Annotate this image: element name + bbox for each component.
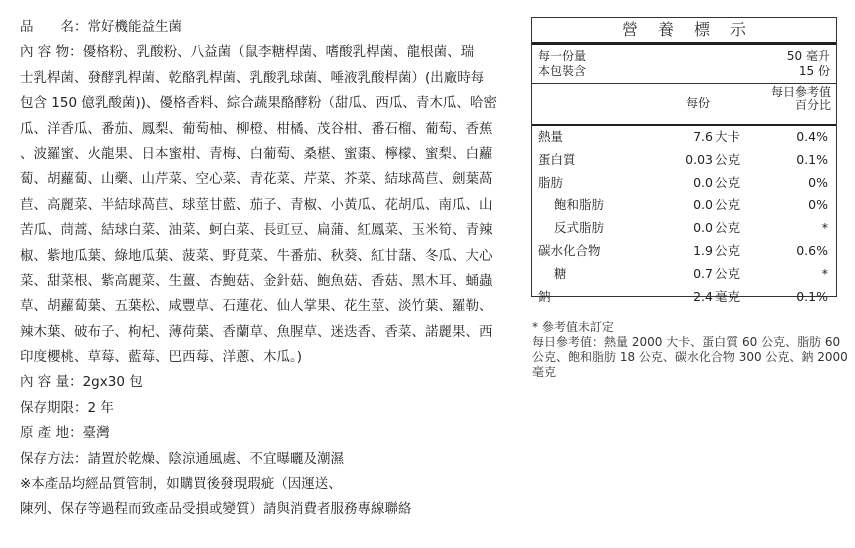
- nutrient-name: 反式脂肪: [554, 220, 605, 236]
- per-serving-header: 每份: [686, 96, 711, 110]
- nutrition-title: 營養標示: [532, 18, 836, 45]
- serving-row: [532, 49, 836, 64]
- nutrient-unit: 公克: [715, 242, 741, 258]
- info-line: 內 容 物：優格粉、乳酸粉、八益菌（鼠李糖桿菌、嗜酸乳桿菌、龍根菌、瑞: [20, 44, 475, 61]
- nutrient-daily-value: 0.6%: [796, 242, 828, 258]
- info-line: 、波羅蜜、火龍果、日本蜜柑、青梅、白葡萄、桑椹、蜜棗、檸檬、蜜梨、白蘿: [20, 145, 493, 162]
- note-daily-reference: 每日參考值：熱量 2000 大卡、蛋白質 60 公克、脂肪 60 公克、飽和脂肪 18 公克、碳水化合物 300 公克、鈉 2000 毫克: [532, 335, 848, 379]
- nutrient-row: [532, 240, 836, 263]
- info-line: 包含 150 億乳酸菌))、優格香料、綜合蔬果酪酵粉（甜瓜、西瓜、青木瓜、哈密: [20, 95, 497, 112]
- info-line: ※本產品均經品質管制，如購買後發現瑕疵（因運送、: [20, 476, 342, 493]
- note-not-established: * 參考值未訂定: [532, 320, 614, 334]
- info-line: 苣、高麗菜、半結球萵苣、球莖甘藍、茄子、青椒、小黃瓜、花胡瓜、南瓜、山: [20, 196, 493, 213]
- nutrient-daily-value: 0.4%: [796, 129, 828, 144]
- nutrient-unit: 公克: [715, 174, 741, 190]
- info-line: 草、胡蘿蔔葉、五葉松、咸豐草、石蓮花、仙人掌果、花生莖、淡竹葉、羅勒、: [20, 298, 493, 315]
- nutrient-row: [532, 217, 836, 240]
- nutrient-unit: 公克: [715, 151, 741, 167]
- nutrient-amount: 7.6: [693, 129, 713, 144]
- info-line: 陳列、保存等過程而致產品受損或變質）請與消費者服務專線聯絡: [20, 501, 412, 518]
- nutrient-amount: 1.9: [693, 242, 713, 258]
- nutrition-notes: [532, 320, 852, 380]
- info-line: 內 容 量：2gx30 包: [20, 374, 143, 391]
- nutrient-amount: 2.4: [693, 288, 713, 304]
- pack-label: 本包裝含: [538, 64, 587, 78]
- info-line: 士乳桿菌、發酵乳桿菌、乾酪乳桿菌、乳酸乳球菌、唾液乳酸桿菌）(出廠時每: [20, 69, 485, 86]
- info-line: 瓜、洋香瓜、番茄、鳳梨、葡萄柚、柳橙、柑橘、茂谷柑、番石榴、葡萄、香蕉: [20, 120, 493, 137]
- nutrient-amount: 0.0: [693, 197, 713, 213]
- nutrient-row: [532, 194, 836, 217]
- pack-value: 15 份: [798, 64, 830, 78]
- nutrient-daily-value: 0.1%: [796, 151, 828, 167]
- nutrient-name: 糖: [554, 265, 567, 281]
- nutrient-row: [532, 286, 836, 309]
- nutrient-row: [532, 172, 836, 195]
- info-line: 原 產 地：臺灣: [20, 425, 110, 442]
- nutrient-name: 碳水化合物: [538, 242, 601, 258]
- product-info: [20, 15, 520, 523]
- nutrient-daily-value: *: [821, 220, 828, 236]
- nutrient-amount: 0.0: [693, 220, 713, 236]
- nutrient-name: 鈉: [538, 288, 551, 304]
- daily-value-header-line1: 每日參考值: [770, 85, 831, 99]
- serving-value: 50 毫升: [786, 49, 830, 63]
- nutrient-daily-value: *: [821, 265, 828, 281]
- info-line: 椒、紫地瓜葉、綠地瓜葉、菠菜、野莧菜、牛番茄、秋葵、紅甘藷、冬瓜、大心: [20, 247, 493, 264]
- nutrient-row: [532, 263, 836, 286]
- nutrient-unit: 公克: [715, 265, 741, 281]
- nutrient-row: [532, 126, 836, 149]
- nutrient-row: [532, 149, 836, 172]
- nutrient-amount: 0.03: [685, 151, 713, 167]
- nutrition-facts-panel: [531, 17, 837, 304]
- nutrient-name: 熱量: [538, 129, 564, 144]
- info-line: 品 名：常好機能益生菌: [20, 19, 182, 35]
- daily-value-header-line2: 百分比: [794, 98, 831, 112]
- nutrient-amount: 0.0: [693, 174, 713, 190]
- nutrient-rows: [532, 126, 836, 308]
- nutrient-daily-value: 0%: [808, 197, 828, 213]
- nutrient-unit: 公克: [715, 197, 741, 213]
- nutrient-unit: 公克: [715, 220, 741, 236]
- nutrient-amount: 0.7: [693, 265, 713, 281]
- info-line: 印度櫻桃、草莓、藍莓、巴西莓、洋蔥、木瓜。): [20, 349, 303, 366]
- info-line: 菜、甜菜根、紫高麗菜、生薑、杏鮑菇、金針菇、鮑魚菇、香菇、黑木耳、蛹蟲: [20, 272, 493, 289]
- nutrient-daily-value: 0.1%: [796, 288, 828, 304]
- pack-row: [532, 64, 836, 79]
- info-line: 辣木葉、破布子、枸杞、薄荷葉、香蘭草、魚腥草、迷迭香、香菜、諾麗果、西: [20, 323, 493, 340]
- info-line: 保存期限：2 年: [20, 399, 114, 416]
- nutrient-unit: 毫克: [715, 288, 741, 304]
- nutrient-name: 蛋白質: [538, 151, 576, 167]
- nutrient-daily-value: 0%: [808, 174, 828, 190]
- info-line: 保存方法：請置於乾燥、陰涼通風處、不宜曝曬及潮濕: [20, 450, 344, 467]
- info-line: 苦瓜、茼蒿、結球白菜、油菜、蚵白菜、長豇豆、扁蒲、紅鳳菜、玉米筍、青辣: [20, 222, 493, 239]
- nutrient-unit: 大卡: [715, 129, 741, 144]
- nutrient-name: 脂肪: [538, 174, 564, 190]
- daily-value-header: [771, 86, 831, 112]
- nutrient-name: 飽和脂肪: [554, 197, 605, 213]
- serving-label: 每一份量: [538, 49, 587, 63]
- info-line: 蔔、胡蘿蔔、山藥、山芹菜、空心菜、青花菜、芹菜、芥菜、結球萵苣、劍葉萵: [20, 171, 493, 188]
- nutrition-column-header: [532, 84, 836, 124]
